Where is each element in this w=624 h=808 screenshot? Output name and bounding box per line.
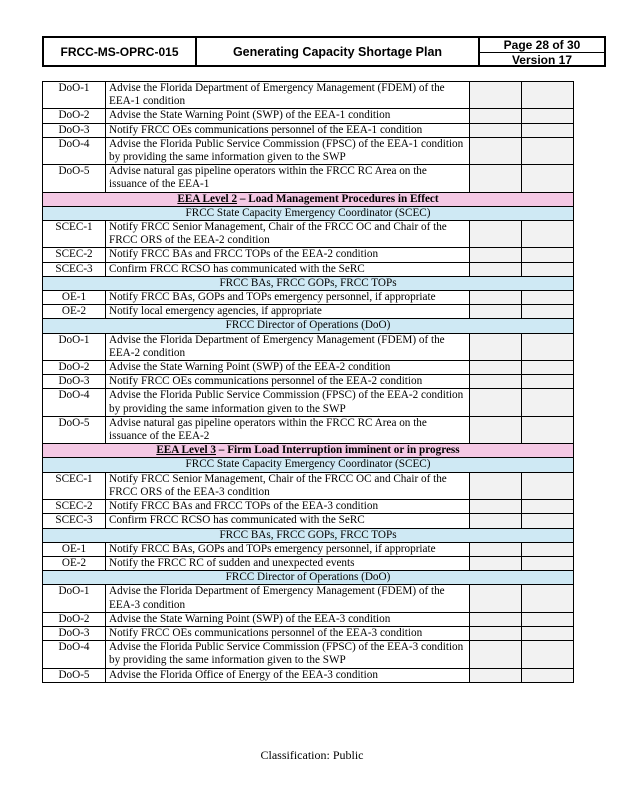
completion-cell — [470, 416, 522, 443]
table-row — [43, 389, 574, 416]
time-cell — [522, 556, 574, 570]
eea-level-label: EEA Level 2 — [177, 192, 238, 205]
step-description: Advise the Florida Department of Emergency Management (FDEM) of the EEA-2 condition — [106, 333, 470, 360]
completion-cell — [470, 165, 522, 192]
table-row — [43, 626, 574, 640]
time-cell — [522, 109, 574, 123]
time-cell — [522, 291, 574, 305]
eea-level-heading — [43, 444, 574, 458]
step-description: Notify FRCC BAs, GOPs and TOPs emergency personnel, if appropriate — [106, 542, 470, 556]
completion-cell — [470, 248, 522, 262]
table-row — [43, 123, 574, 137]
responsible-party-row — [43, 276, 574, 290]
table-row — [43, 82, 574, 109]
table-row — [43, 556, 574, 570]
completion-cell — [470, 333, 522, 360]
step-id: DoO-1 — [43, 82, 106, 109]
completion-cell — [470, 585, 522, 612]
step-id: DoO-1 — [43, 333, 106, 360]
time-cell — [522, 82, 574, 109]
step-id: SCEC-1 — [43, 221, 106, 248]
table-row — [43, 375, 574, 389]
classification-footer: Classification: Public — [260, 748, 364, 762]
completion-cell — [470, 668, 522, 682]
page-version-box — [480, 38, 604, 65]
completion-cell — [470, 641, 522, 668]
completion-cell — [470, 472, 522, 499]
completion-cell — [470, 82, 522, 109]
responsible-party-row — [43, 206, 574, 220]
table-row — [43, 165, 574, 192]
eea-level-description: – Firm Load Interruption imminent or in progress — [216, 444, 460, 457]
step-id: DoO-2 — [43, 109, 106, 123]
step-id: OE-2 — [43, 556, 106, 570]
table-row — [43, 333, 574, 360]
time-cell — [522, 626, 574, 640]
time-cell — [522, 389, 574, 416]
step-description: Notify the FRCC RC of sudden and unexpected events — [106, 556, 470, 570]
step-id: OE-2 — [43, 305, 106, 319]
step-id: DoO-3 — [43, 375, 106, 389]
responsible-party-row — [43, 458, 574, 472]
step-description: Advise the Florida Office of Energy of the EEA-3 condition — [106, 668, 470, 682]
document-title: Generating Capacity Shortage Plan — [197, 38, 480, 65]
step-id: DoO-3 — [43, 123, 106, 137]
step-id: SCEC-3 — [43, 514, 106, 528]
time-cell — [522, 668, 574, 682]
responsible-party-heading: FRCC State Capacity Emergency Coordinator (SCEC) — [43, 458, 574, 472]
step-id: DoO-3 — [43, 626, 106, 640]
step-description: Notify local emergency agencies, if appropriate — [106, 305, 470, 319]
responsible-party-heading: FRCC BAs, FRCC GOPs, FRCC TOPs — [43, 276, 574, 290]
table-row — [43, 416, 574, 443]
time-cell — [522, 248, 574, 262]
completion-cell — [470, 389, 522, 416]
document-header — [42, 36, 606, 67]
step-description: Confirm FRCC RCSO has communicated with the SeRC — [106, 514, 470, 528]
time-cell — [522, 221, 574, 248]
completion-cell — [470, 305, 522, 319]
table-row — [43, 612, 574, 626]
step-description: Advise the Florida Public Service Commission (FPSC) of the EEA-3 condition by providing the same information given to the SWP — [106, 641, 470, 668]
document-version: Version 17 — [511, 53, 573, 67]
completion-cell — [470, 291, 522, 305]
step-description: Advise the State Warning Point (SWP) of the EEA-1 condition — [106, 109, 470, 123]
step-description: Notify FRCC OEs communications personnel of the EEA-3 condition — [106, 626, 470, 640]
step-id: DoO-5 — [43, 416, 106, 443]
time-cell — [522, 641, 574, 668]
responsible-party-row — [43, 528, 574, 542]
completion-cell — [470, 542, 522, 556]
step-description: Notify FRCC BAs, GOPs and TOPs emergency personnel, if appropriate — [106, 291, 470, 305]
responsible-party-row — [43, 319, 574, 333]
step-description: Advise the Florida Public Service Commission (FPSC) of the EEA-2 condition by providing the same information given to the SWP — [106, 389, 470, 416]
step-id: DoO-2 — [43, 361, 106, 375]
completion-cell — [470, 612, 522, 626]
table-row — [43, 514, 574, 528]
eea-level-label: EEA Level 3 — [156, 444, 216, 457]
responsible-party-heading: FRCC Director of Operations (DoO) — [43, 571, 574, 585]
step-description: Advise the Florida Department of Emergency Management (FDEM) of the EEA-3 condition — [106, 585, 470, 612]
step-id: DoO-1 — [43, 585, 106, 612]
table-row — [43, 137, 574, 164]
document-id: FRCC-MS-OPRC-015 — [44, 38, 197, 65]
time-cell — [522, 262, 574, 276]
step-description: Advise natural gas pipeline operators within the FRCC RC Area on the issuance of the EEA-2 — [106, 416, 470, 443]
step-id: OE-1 — [43, 542, 106, 556]
time-cell — [522, 305, 574, 319]
time-cell — [522, 542, 574, 556]
step-description: Confirm FRCC RCSO has communicated with the SeRC — [106, 262, 470, 276]
table-row — [43, 500, 574, 514]
time-cell — [522, 472, 574, 499]
step-description: Notify FRCC BAs and FRCC TOPs of the EEA-2 condition — [106, 248, 470, 262]
time-cell — [522, 333, 574, 360]
table-row — [43, 542, 574, 556]
responsible-party-heading: FRCC BAs, FRCC GOPs, FRCC TOPs — [43, 528, 574, 542]
time-cell — [522, 165, 574, 192]
eea-level-row — [43, 192, 574, 206]
table-row — [43, 472, 574, 499]
completion-cell — [470, 361, 522, 375]
time-cell — [522, 585, 574, 612]
completion-cell — [470, 262, 522, 276]
completion-cell — [470, 500, 522, 514]
step-description: Advise natural gas pipeline operators within the FRCC RC Area on the issuance of the EEA-1 — [106, 165, 470, 192]
step-id: SCEC-2 — [43, 248, 106, 262]
page-number: Page 28 of 30 — [480, 38, 604, 53]
completion-cell — [470, 137, 522, 164]
step-id: DoO-4 — [43, 641, 106, 668]
step-id: DoO-5 — [43, 165, 106, 192]
table-row — [43, 221, 574, 248]
time-cell — [522, 514, 574, 528]
procedure-table-body — [43, 82, 574, 683]
responsible-party-row — [43, 571, 574, 585]
completion-cell — [470, 109, 522, 123]
completion-cell — [470, 123, 522, 137]
completion-cell — [470, 626, 522, 640]
completion-cell — [470, 556, 522, 570]
eea-level-description: – Load Management Procedures in Effect — [237, 192, 439, 205]
step-id: OE-1 — [43, 291, 106, 305]
step-description: Advise the Florida Department of Emergency Management (FDEM) of the EEA-1 condition — [106, 82, 470, 109]
time-cell — [522, 416, 574, 443]
table-row — [43, 262, 574, 276]
time-cell — [522, 361, 574, 375]
table-row — [43, 668, 574, 682]
table-row — [43, 585, 574, 612]
procedure-table — [42, 81, 574, 683]
completion-cell — [470, 221, 522, 248]
responsible-party-heading: FRCC State Capacity Emergency Coordinator (SCEC) — [43, 206, 574, 220]
step-id: SCEC-3 — [43, 262, 106, 276]
table-row — [43, 248, 574, 262]
eea-level-row — [43, 444, 574, 458]
time-cell — [522, 500, 574, 514]
time-cell — [522, 375, 574, 389]
step-description: Notify FRCC BAs and FRCC TOPs of the EEA-3 condition — [106, 500, 470, 514]
table-row — [43, 361, 574, 375]
step-description: Notify FRCC Senior Management, Chair of the FRCC OC and Chair of the FRCC ORS of the EEA-3 condition — [106, 472, 470, 499]
table-row — [43, 291, 574, 305]
time-cell — [522, 137, 574, 164]
step-id: SCEC-2 — [43, 500, 106, 514]
responsible-party-heading: FRCC Director of Operations (DoO) — [43, 319, 574, 333]
step-description: Advise the Florida Public Service Commission (FPSC) of the EEA-1 condition by providing the same information given to the SWP — [106, 137, 470, 164]
step-id: DoO-2 — [43, 612, 106, 626]
completion-cell — [470, 514, 522, 528]
step-description: Advise the State Warning Point (SWP) of the EEA-3 condition — [106, 612, 470, 626]
table-row — [43, 641, 574, 668]
eea-level-heading — [43, 192, 574, 206]
step-id: DoO-5 — [43, 668, 106, 682]
table-row — [43, 305, 574, 319]
step-description: Notify FRCC OEs communications personnel of the EEA-2 condition — [106, 375, 470, 389]
step-id: DoO-4 — [43, 389, 106, 416]
table-row — [43, 109, 574, 123]
time-cell — [522, 123, 574, 137]
step-id: SCEC-1 — [43, 472, 106, 499]
step-description: Notify FRCC OEs communications personnel of the EEA-1 condition — [106, 123, 470, 137]
step-description: Advise the State Warning Point (SWP) of the EEA-2 condition — [106, 361, 470, 375]
completion-cell — [470, 375, 522, 389]
step-description: Notify FRCC Senior Management, Chair of the FRCC OC and Chair of the FRCC ORS of the EEA-2 condition — [106, 221, 470, 248]
step-id: DoO-4 — [43, 137, 106, 164]
time-cell — [522, 612, 574, 626]
